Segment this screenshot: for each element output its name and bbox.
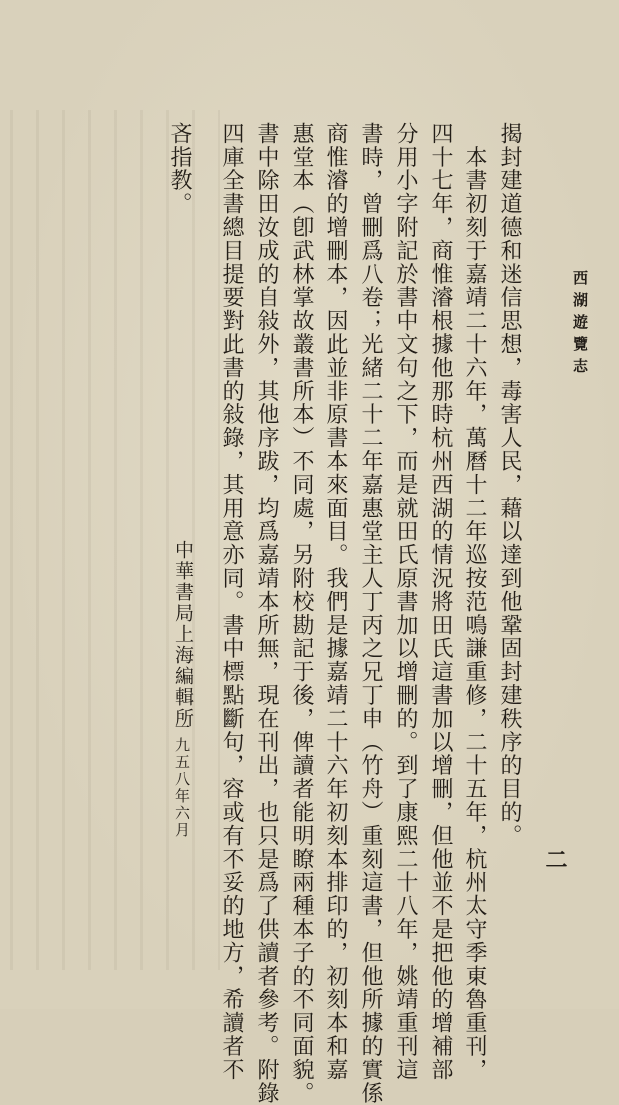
- body-column-10: 吝指教。: [167, 122, 192, 216]
- body-column-3: 四十七年，商惟濬根據他那時杭州西湖的情況將田氏這書加以增刪，但他並不是把他的增補部: [428, 122, 453, 1082]
- publication-date: 一九五八年六月: [173, 720, 191, 839]
- body-column-6: 商惟濬的增刪本，因此並非原書本來面目。我們是據嘉靖二十六年初刻本排印的，初刻本和嘉: [323, 122, 348, 1082]
- page-number: 二: [542, 848, 568, 870]
- body-column-1: 揭封建道德和迷信思想，毒害人民，藉以達到他鞏固封建秩序的目的。: [497, 122, 522, 848]
- body-column-5: 書時，曾刪爲八卷；光緒二十二年嘉惠堂主人丁丙之兄丁申（竹舟）重刻這書，但他所據的實係: [358, 122, 383, 1105]
- body-column-8: 書中除田汝成的自敍外，其他序跋，均爲嘉靖本所無，現在刊出，也只是爲了供讀者參考。附錄: [254, 122, 279, 1105]
- body-column-2: 本書初刻于嘉靖二十六年，萬曆十二年巡按范鳴謙重修，二十五年，杭州太守季東魯重刊，: [462, 122, 487, 1082]
- body-column-7: 惠堂本（卽武林掌故叢書所本）不同處，另附校勘記于後，俾讀者能明瞭兩種本子的不同面貌。: [289, 122, 314, 1105]
- body-column-9: 四庫全書總目提要對此書的敍錄，其用意亦同。書中標點斷句，容或有不妥的地方，希讀者不: [219, 122, 244, 1082]
- publisher-imprint: 中華書局上海編輯所: [172, 540, 194, 729]
- running-title: 西湖遊覽志: [571, 270, 589, 380]
- body-column-4: 分用小字附記於書中文句之下，而是就田氏原書加以增刪的。到了康熙二十八年，姚靖重刊這: [393, 122, 418, 1082]
